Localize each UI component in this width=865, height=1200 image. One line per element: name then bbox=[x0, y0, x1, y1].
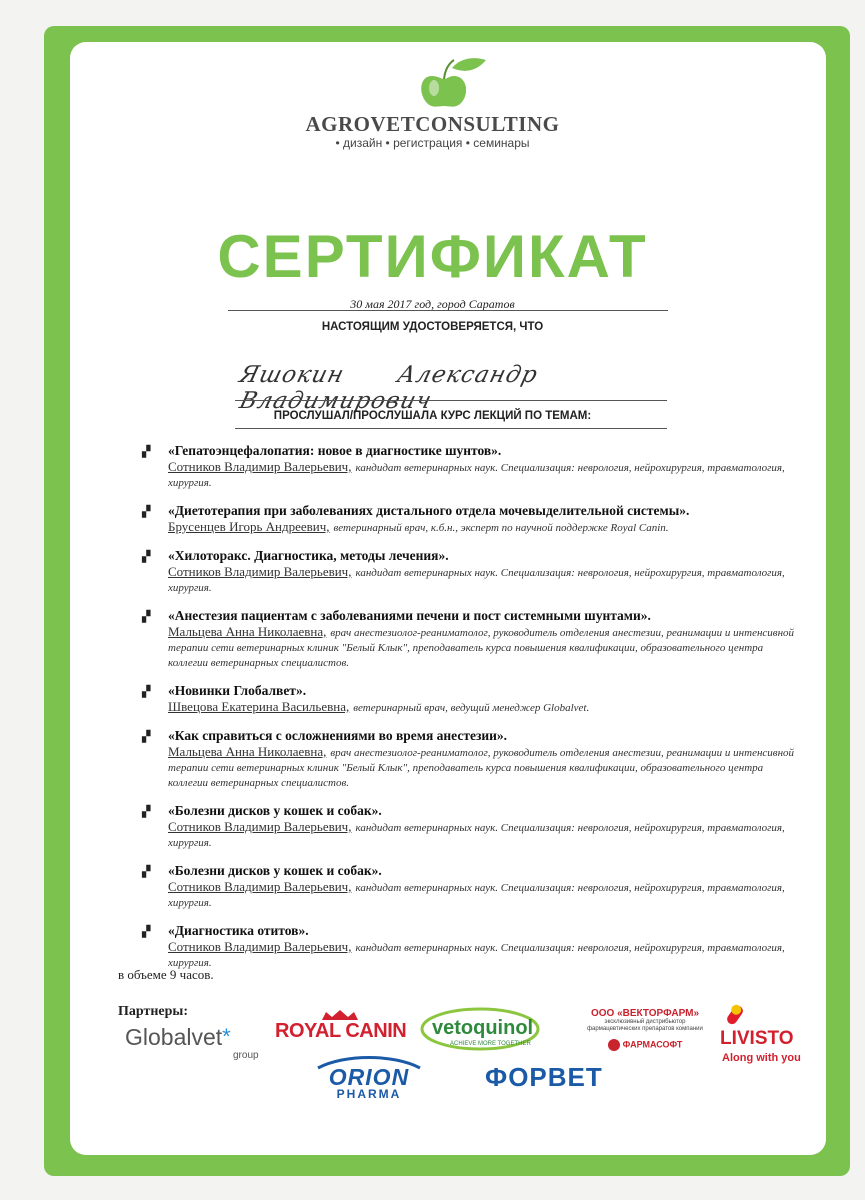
divider bbox=[235, 428, 667, 429]
date-line: 30 мая 2017 год, город Саратов bbox=[350, 297, 515, 311]
lecture-item bbox=[142, 442, 798, 491]
livisto-capsule-icon bbox=[724, 1002, 752, 1028]
lecture-topic: «Болезни дисков у кошек и собак». bbox=[168, 803, 382, 818]
speaker-details: кандидат ветеринарных наук. Специализация: неврология, нейрохирургия, травматология, хирургия. bbox=[168, 462, 785, 489]
lecture-topic: «Диагностика отитов». bbox=[168, 923, 309, 938]
lecture-speaker: Сотников Владимир Валерьевич, bbox=[168, 879, 352, 894]
certify-text: НАСТОЯЩИМ УДОСТОВЕРЯЕТСЯ, ЧТО bbox=[321, 321, 544, 333]
partners-label: Партнеры: bbox=[118, 1004, 189, 1019]
lecture-speaker: Сотников Владимир Валерьевич, bbox=[168, 459, 352, 474]
bullet-icon: ▞ bbox=[142, 686, 151, 698]
lecture-topic: «Новинки Глобалвет». bbox=[168, 683, 307, 698]
lecture-speaker: Сотников Владимир Валерьевич, bbox=[168, 939, 352, 954]
lecture-item bbox=[142, 922, 798, 971]
bullet-icon: ▞ bbox=[142, 506, 151, 518]
royal-canin-logo: ROYAL CANIN bbox=[275, 1020, 406, 1043]
lecture-item bbox=[142, 547, 798, 596]
lecture-speaker: Сотников Владимир Валерьевич, bbox=[168, 564, 352, 579]
lecture-speaker: Сотников Владимир Валерьевич, bbox=[168, 819, 352, 834]
apple-logo-icon bbox=[412, 54, 492, 110]
orion-pharma-logo: ORION PHARMA bbox=[314, 1058, 424, 1101]
bullet-icon: ▞ bbox=[142, 866, 151, 878]
participant-patronymic: Владимирович bbox=[236, 388, 435, 414]
lecture-topic: «Хилоторакс. Диагностика, методы лечения». bbox=[168, 548, 449, 563]
certificate-title: СЕРТИФИКАТ bbox=[217, 223, 648, 290]
lecture-topic: «Диетотерапия при заболеваниях дистального отдела мочевыделительной системы». bbox=[168, 503, 690, 518]
speaker-details: кандидат ветеринарных наук. Специализация: неврология, нейрохирургия, травматология, хирургия. bbox=[168, 882, 785, 909]
bullet-icon: ▞ bbox=[142, 551, 151, 563]
brand-tagline: • дизайн • регистрация • семинары bbox=[335, 136, 530, 150]
lecture-item bbox=[142, 607, 798, 671]
brand-name: AGROVETCONSULTING bbox=[305, 112, 560, 136]
lecture-item bbox=[142, 502, 798, 536]
bullet-icon: ▞ bbox=[142, 806, 151, 818]
bullet-icon: ▞ bbox=[142, 926, 151, 938]
lecture-speaker: Мальцева Анна Николаевна, bbox=[168, 624, 327, 639]
attended-text: ПРОСЛУШАЛ/ПРОСЛУШАЛА КУРС ЛЕКЦИЙ ПО ТЕМАМ: bbox=[273, 410, 592, 422]
hours-text: в объеме 9 часов. bbox=[118, 967, 214, 982]
speaker-details: кандидат ветеринарных наук. Специализация: неврология, нейрохирургия, травматология, хирургия. bbox=[168, 942, 785, 969]
lecture-item bbox=[142, 727, 798, 791]
lecture-topic: «Гепатоэнцефалопатия: новое в диагностике шунтов». bbox=[168, 443, 502, 458]
speaker-details: врач анестезиолог-реаниматолог, руководитель отделения анестезии, реанимации и интенсивной терапии сети ветеринарных клиник "Белый Клык", преподаватель курса повышения квалификации, образовательного центра коллегии ветеринарных специалистов. bbox=[168, 747, 795, 789]
participant-first-name: Александр bbox=[394, 362, 541, 388]
speaker-details: врач анестезиолог-реаниматолог, руководитель отделения анестезии, реанимации и интенсивной терапии сети ветеринарных клиник "Белый Клык", преподаватель курса повышения квалификации, образовательного центра коллегии ветеринарных специалистов. bbox=[168, 627, 795, 669]
participant-surname: Яшокин bbox=[236, 362, 348, 388]
lecture-item bbox=[142, 682, 798, 716]
bullet-icon: ▞ bbox=[142, 611, 151, 623]
speaker-details: кандидат ветеринарных наук. Специализация: неврология, нейрохирургия, травматология, хирургия. bbox=[168, 567, 785, 594]
lecture-speaker: Швецова Екатерина Васильевна, bbox=[168, 699, 350, 714]
lecture-list bbox=[142, 442, 798, 982]
speaker-details: ветеринарный врач, к.б.н., эксперт по научной поддержке Royal Canin. bbox=[333, 522, 669, 534]
lecture-item bbox=[142, 802, 798, 851]
farmasoft-icon bbox=[608, 1039, 620, 1051]
speaker-details: ветеринарный врач, ведущий менеджер Globalvet. bbox=[353, 702, 590, 714]
participant-name bbox=[236, 362, 760, 414]
orion-swoosh-icon bbox=[314, 1054, 424, 1074]
bullet-icon: ▞ bbox=[142, 446, 151, 458]
lecture-speaker: Мальцева Анна Николаевна, bbox=[168, 744, 327, 759]
lecture-speaker: Брусенцев Игорь Андреевич, bbox=[168, 519, 330, 534]
lecture-item bbox=[142, 862, 798, 911]
vektorfarm-logo: ООО «ВЕКТОРФАРМ» эксклюзивный дистрибьютор фармацевтических препаратов компании ФАРМАСОФТ bbox=[587, 1008, 703, 1050]
name-underline bbox=[235, 400, 667, 401]
lecture-topic: «Как справиться с осложнениями во время анестезии». bbox=[168, 728, 508, 743]
divider bbox=[228, 310, 668, 311]
lecture-topic: «Болезни дисков у кошек и собак». bbox=[168, 863, 382, 878]
speaker-details: кандидат ветеринарных наук. Специализация: неврология, нейрохирургия, травматология, хирургия. bbox=[168, 822, 785, 849]
bullet-icon: ▞ bbox=[142, 731, 151, 743]
forvet-logo: ФОРВЕТ bbox=[485, 1062, 603, 1092]
globalvet-logo: Globalvet* group bbox=[125, 1024, 259, 1061]
crown-icon bbox=[320, 1010, 360, 1020]
lecture-topic: «Анестезия пациентам с заболеваниями печени и пост системными шунтами». bbox=[168, 608, 651, 623]
